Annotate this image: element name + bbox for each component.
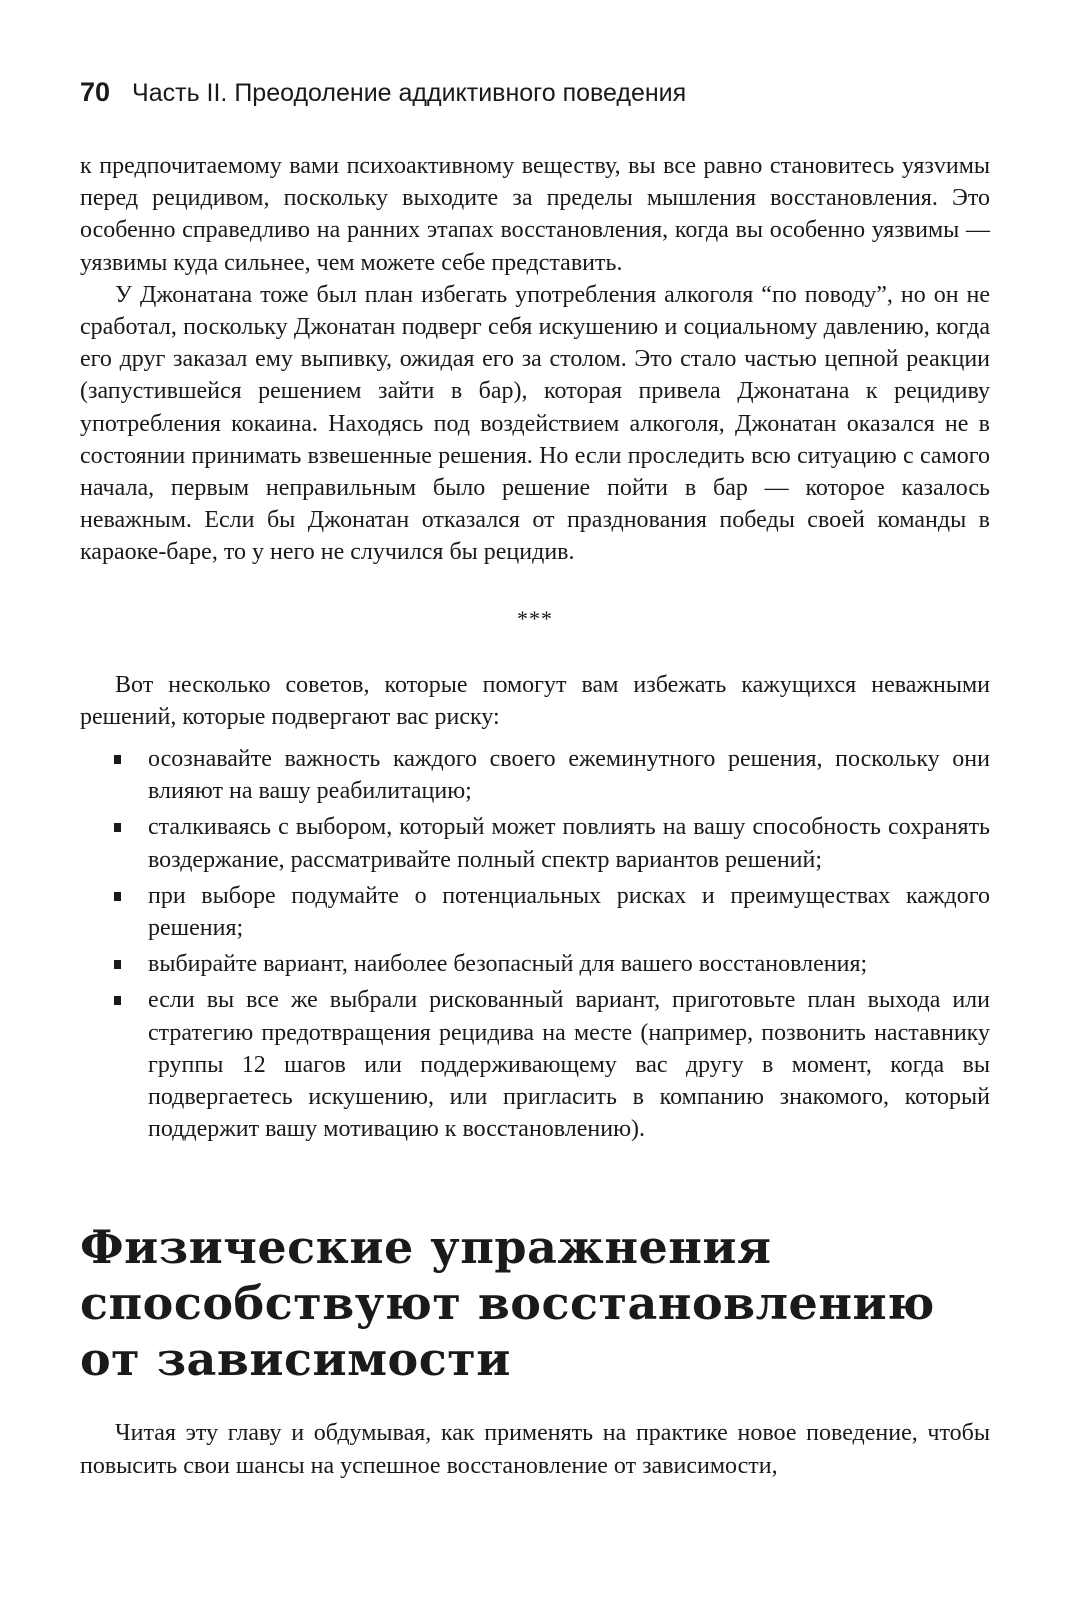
- tips-intro: Вот несколько советов, которые помогут вам избежать кажущихся неважными решений, которые подвергают вас риску:: [80, 671, 990, 730]
- list-item: [80, 811, 990, 875]
- section-title-line: способствуют восстановлению: [80, 1276, 935, 1331]
- bullet-icon: [114, 755, 121, 764]
- body-text: [80, 150, 990, 1482]
- bullet-icon: [114, 996, 121, 1005]
- section-title-line: от зависимости: [80, 1332, 511, 1387]
- list-item: [80, 880, 990, 944]
- section-title: [80, 1219, 990, 1387]
- section-separator: ***: [517, 605, 553, 631]
- running-title: Часть II. Преодоление аддиктивного поведения: [132, 79, 687, 107]
- bullet-icon: [114, 823, 121, 832]
- list-item-text: при выборе подумайте о потенциальных рисках и преимуществах каждого решения;: [148, 882, 990, 942]
- running-header: [80, 72, 990, 112]
- bullet-icon: [114, 960, 121, 969]
- section-title-line: Физические упражнения: [80, 1220, 772, 1275]
- list-item: [80, 948, 990, 980]
- page-number: 70: [80, 77, 111, 107]
- paragraph-continued: к предпочитаемому вами психоактивному веществу, вы все равно становитесь уязvимы перед рецидивом, поскольку выходите за пределы мышления восстановления. Это особенно справедливо на ранних этапах восстановления, когда вы особенно уязвимы — уязвимы куда сильнее, чем можете себе представить.: [80, 153, 990, 276]
- list-item-text: сталкиваясь с выбором, который может повлиять на вашу способность сохранять воздержание, рассматривайте полный спектр вариантов решений;: [148, 814, 990, 873]
- list-item: [80, 743, 990, 807]
- list-item-text: выбирайте вариант, наиболее безопасный для вашего восстановления;: [148, 951, 868, 978]
- list-item-text: если вы все же выбрали рискованный вариант, приготовьте план выхода или стратегию предотвращения рецидива на месте (например, позвонить наставнику группы 12 шагов или поддерживающему вас другу в момент, когда вы подвергаетесь искушению, или пригласить в компанию знакомого, который поддержит вашу мотивацию к восстановлению).: [148, 987, 990, 1143]
- paragraph-jonathan: У Джонатана тоже был план избегать употребления алкоголя “по поводу”, но он не сработал, поскольку Джонатан подверг себя искушению и социальному давлению, когда его друг заказал ему выпивку, ожидая его за столом. Это стало частью цепной реакции (запустившейся решением зайти в бар), которая привела Джонатана к рецидиву употребления кокаина. Находясь под воздействием алкоголя, Джонатан оказался не в состоянии принимать взвешенные решения. Но если проследить всю ситуацию с самого начала, первым неправильным было решение пойти в бар — которое казалось неважным. Если бы Джонатан отказался от празднования победы своей команды в караоке-баре, то у него не случился бы рецидив.: [80, 281, 990, 566]
- book-page: [80, 72, 990, 1482]
- bullet-icon: [114, 892, 121, 901]
- section-first-paragraph: Читая эту главу и обдумывая, как применять на практике новое поведение, чтобы повысить свои шансы на успешное восстановление от зависимости,: [80, 1420, 990, 1479]
- list-item-text: осознавайте важность каждого своего ежеминутного решения, поскольку они влияют на вашу реабилитацию;: [148, 746, 990, 805]
- tips-list: [80, 743, 990, 1145]
- list-item: [80, 984, 990, 1145]
